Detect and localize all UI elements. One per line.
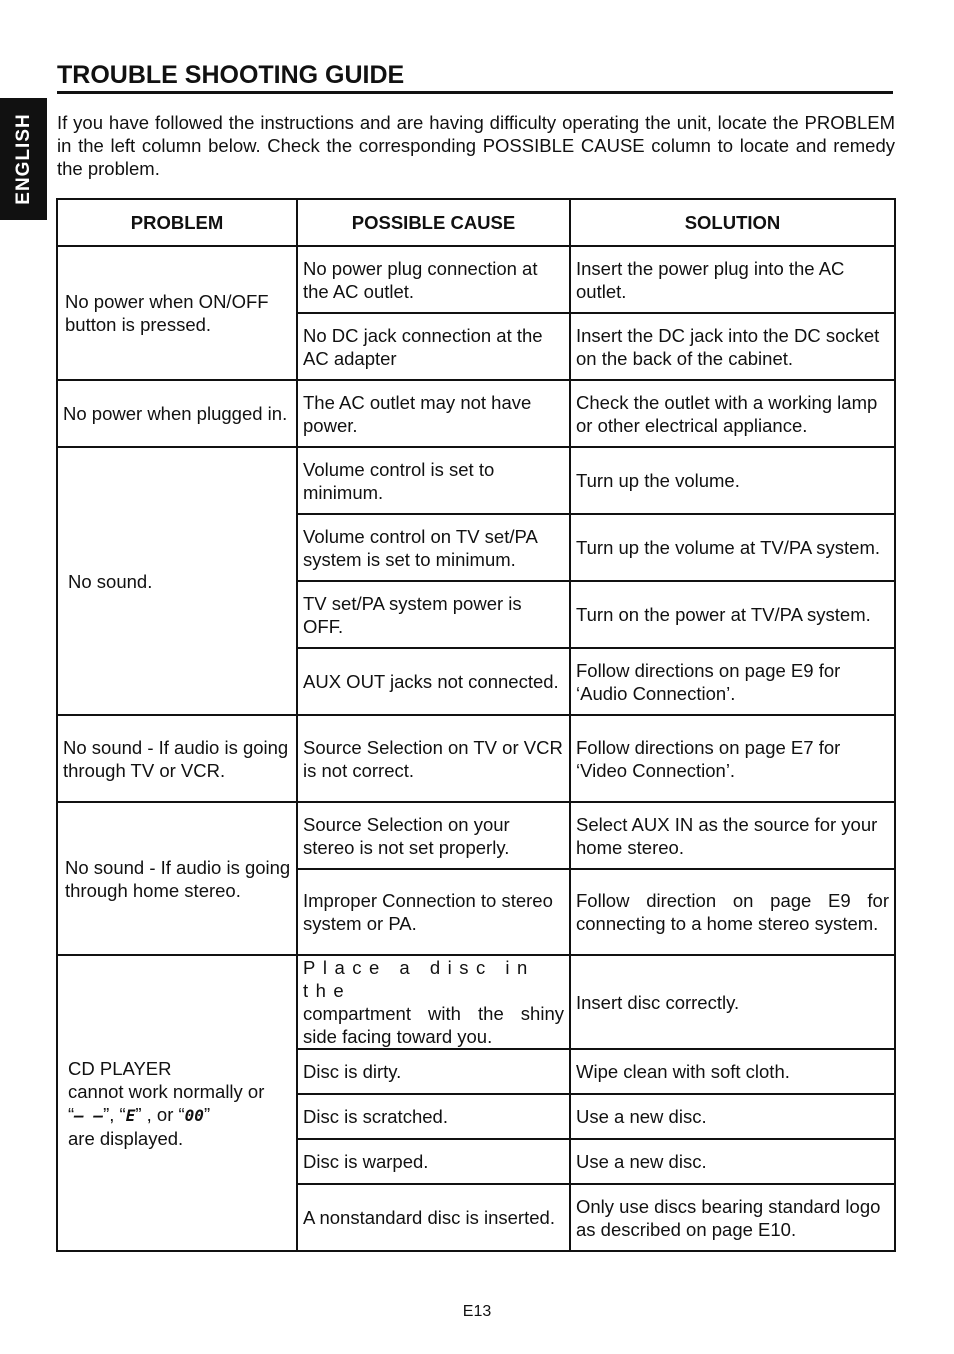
cause-cell: Volume control on TV set/PA system is set to minimum. bbox=[297, 514, 570, 581]
cause-cell: Improper Connection to stereo system or PA. bbox=[297, 869, 570, 955]
display-code-e: E bbox=[125, 1105, 136, 1125]
display-code-00: 00 bbox=[184, 1105, 204, 1125]
table-row bbox=[57, 715, 895, 802]
problem-cell: No power when plugged in. bbox=[57, 380, 297, 447]
cause-cell: Disc is scratched. bbox=[297, 1094, 570, 1139]
page-number: E13 bbox=[462, 1303, 492, 1320]
language-tab bbox=[0, 98, 47, 220]
problem-cell bbox=[57, 955, 297, 1251]
problem-line: CD PLAYER bbox=[68, 1057, 172, 1079]
table-row bbox=[57, 447, 895, 514]
cause-cell: Source Selection on your stereo is not set properly. bbox=[297, 802, 570, 869]
problem-cell: No power when ON/OFF button is pressed. bbox=[57, 246, 297, 380]
solution-cell: Only use discs bearing standard logo as described on page E10. bbox=[570, 1184, 895, 1251]
solution-cell: Insert disc correctly. bbox=[570, 955, 895, 1049]
problem-cell: No sound. bbox=[57, 447, 297, 715]
solution-cell: Turn up the volume. bbox=[570, 447, 895, 514]
table-header-row bbox=[57, 199, 895, 246]
problem-cell: No sound - If audio is going through TV or VCR. bbox=[57, 715, 297, 802]
solution-cell: Follow directions on page E9 for ‘Audio Connection’. bbox=[570, 648, 895, 715]
header-possible-cause: POSSIBLE CAUSE bbox=[297, 199, 570, 246]
cause-cell bbox=[297, 955, 570, 1049]
display-code-dashes: – – bbox=[74, 1105, 104, 1125]
cause-line: compartment with the shiny side facing toward you. bbox=[303, 1003, 564, 1047]
solution-cell: Wipe clean with soft cloth. bbox=[570, 1049, 895, 1094]
cause-cell: Volume control is set to minimum. bbox=[297, 447, 570, 514]
solution-cell: Use a new disc. bbox=[570, 1139, 895, 1184]
troubleshooting-table bbox=[56, 198, 896, 1252]
solution-cell: Select AUX IN as the source for your home stereo. bbox=[570, 802, 895, 869]
solution-cell: Insert the DC jack into the DC socket on the back of the cabinet. bbox=[570, 313, 895, 380]
cause-cell: No DC jack connection at the AC adapter bbox=[297, 313, 570, 380]
solution-cell: Follow direction on page E9 for connecting to a home stereo system. bbox=[570, 869, 895, 955]
table-row bbox=[57, 802, 895, 869]
problem-line: cannot work normally or bbox=[68, 1080, 265, 1102]
problem-line: are displayed. bbox=[68, 1127, 184, 1149]
cause-line-spaced: Place a disc in the bbox=[303, 957, 535, 1001]
solution-cell: Check the outlet with a working lamp or other electrical appliance. bbox=[570, 380, 895, 447]
table-row bbox=[57, 380, 895, 447]
language-tab-label: ENGLISH bbox=[12, 113, 34, 205]
cause-cell: A nonstandard disc is inserted. bbox=[297, 1184, 570, 1251]
problem-cell: No sound - If audio is going through home stereo. bbox=[57, 802, 297, 955]
solution-cell: Use a new disc. bbox=[570, 1094, 895, 1139]
cause-cell: AUX OUT jacks not connected. bbox=[297, 648, 570, 715]
problem-display-codes: “– –”, “E” , or “00” bbox=[68, 1103, 211, 1125]
table-row bbox=[57, 246, 895, 313]
page-title: TROUBLE SHOOTING GUIDE bbox=[57, 60, 893, 94]
header-problem: PROBLEM bbox=[57, 199, 297, 246]
cause-cell: No power plug connection at the AC outlet. bbox=[297, 246, 570, 313]
cause-cell: The AC outlet may not have power. bbox=[297, 380, 570, 447]
table-row bbox=[57, 955, 895, 1049]
intro-paragraph: If you have followed the instructions and are having difficulty operating the unit, locate the PROBLEM in the left column below. Check the corresponding POSSIBLE CAUSE column to locate and remedy the problem. bbox=[57, 112, 895, 179]
solution-cell: Follow directions on page E7 for ‘Video Connection’. bbox=[570, 715, 895, 802]
cause-cell: TV set/PA system power is OFF. bbox=[297, 581, 570, 648]
solution-cell: Turn up the volume at TV/PA system. bbox=[570, 514, 895, 581]
header-solution: SOLUTION bbox=[570, 199, 895, 246]
cause-cell: Disc is dirty. bbox=[297, 1049, 570, 1094]
cause-cell: Disc is warped. bbox=[297, 1139, 570, 1184]
cause-cell: Source Selection on TV or VCR is not correct. bbox=[297, 715, 570, 802]
solution-cell: Turn on the power at TV/PA system. bbox=[570, 581, 895, 648]
solution-cell: Insert the power plug into the AC outlet. bbox=[570, 246, 895, 313]
